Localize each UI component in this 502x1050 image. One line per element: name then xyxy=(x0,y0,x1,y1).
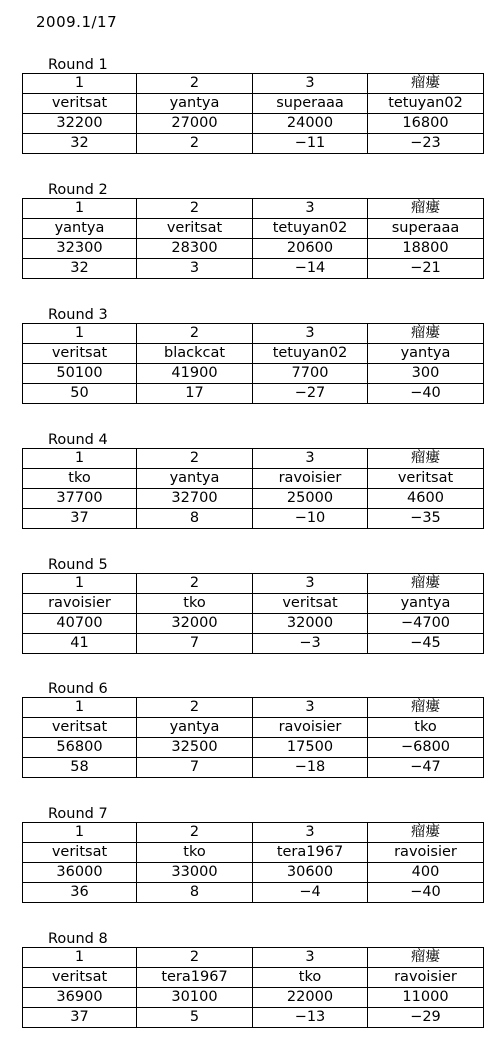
table-cell: −14 xyxy=(253,259,368,279)
table-cell: 3 xyxy=(253,74,368,94)
table-cell: 32000 xyxy=(137,614,253,634)
round-1-table xyxy=(22,73,484,154)
table-cell: veritsat xyxy=(368,469,484,489)
table-cell: 2 xyxy=(137,698,253,718)
round-label: Round 4 xyxy=(48,432,108,448)
table-cell: 8 xyxy=(137,883,253,903)
table-cell: 32 xyxy=(23,134,137,154)
table-cell: tera1967 xyxy=(253,843,368,863)
table-cell: 7 xyxy=(137,758,253,778)
table-cell: 32300 xyxy=(23,239,137,259)
table-cell: yantya xyxy=(137,469,253,489)
round-label: Round 2 xyxy=(48,182,108,198)
table-cell: 瘤瘻 xyxy=(368,698,484,718)
round-7-table xyxy=(22,822,484,903)
table-cell: 41 xyxy=(23,634,137,654)
table-cell: tetuyan02 xyxy=(368,94,484,114)
table-cell: ravoisier xyxy=(253,718,368,738)
table-cell: 2 xyxy=(137,574,253,594)
table-cell: 2 xyxy=(137,948,253,968)
table-cell: −4700 xyxy=(368,614,484,634)
round-8-table xyxy=(22,947,484,1028)
table-cell: veritsat xyxy=(253,594,368,614)
rank-header-row xyxy=(23,199,484,219)
score-row xyxy=(23,614,484,634)
table-cell: veritsat xyxy=(23,843,137,863)
rank-header-row xyxy=(23,324,484,344)
table-cell: 2 xyxy=(137,134,253,154)
points-row xyxy=(23,259,484,279)
round-label: Round 5 xyxy=(48,557,108,573)
table-cell: 1 xyxy=(23,449,137,469)
rank-header-row xyxy=(23,698,484,718)
table-cell: −6800 xyxy=(368,738,484,758)
table-cell: 58 xyxy=(23,758,137,778)
table-cell: 41900 xyxy=(137,364,253,384)
points-row xyxy=(23,384,484,404)
player-row xyxy=(23,344,484,364)
table-cell: tetuyan02 xyxy=(253,219,368,239)
table-cell: 瘤瘻 xyxy=(368,324,484,344)
table-cell: 37700 xyxy=(23,489,137,509)
rank-header-row xyxy=(23,74,484,94)
score-row xyxy=(23,114,484,134)
rank-header-row xyxy=(23,823,484,843)
table-cell: veritsat xyxy=(137,219,253,239)
table-cell: 33000 xyxy=(137,863,253,883)
player-row xyxy=(23,469,484,489)
points-row xyxy=(23,134,484,154)
table-cell: 2 xyxy=(137,449,253,469)
table-cell: 7 xyxy=(137,634,253,654)
table-cell: yantya xyxy=(137,94,253,114)
score-row xyxy=(23,738,484,758)
table-cell: 4600 xyxy=(368,489,484,509)
round-label: Round 1 xyxy=(48,57,108,73)
table-cell: 瘤瘻 xyxy=(368,74,484,94)
round-4-table xyxy=(22,448,484,529)
table-cell: 2 xyxy=(137,74,253,94)
table-cell: ravoisier xyxy=(253,469,368,489)
points-row xyxy=(23,509,484,529)
table-cell: 2 xyxy=(137,324,253,344)
table-cell: 3 xyxy=(137,259,253,279)
table-cell: ravoisier xyxy=(23,594,137,614)
table-cell: 瘤瘻 xyxy=(368,574,484,594)
score-row xyxy=(23,364,484,384)
table-cell: 8 xyxy=(137,509,253,529)
table-cell: 37 xyxy=(23,509,137,529)
player-row xyxy=(23,843,484,863)
table-cell: −23 xyxy=(368,134,484,154)
table-cell: −47 xyxy=(368,758,484,778)
table-cell: 18800 xyxy=(368,239,484,259)
table-cell: 瘤瘻 xyxy=(368,199,484,219)
table-cell: 3 xyxy=(253,199,368,219)
table-cell: yantya xyxy=(23,219,137,239)
table-cell: 300 xyxy=(368,364,484,384)
table-cell: 瘤瘻 xyxy=(368,948,484,968)
score-row xyxy=(23,239,484,259)
table-cell: 36000 xyxy=(23,863,137,883)
table-cell: 32700 xyxy=(137,489,253,509)
round-label: Round 6 xyxy=(48,681,108,697)
table-cell: tera1967 xyxy=(137,968,253,988)
table-cell: 36 xyxy=(23,883,137,903)
table-cell: 28300 xyxy=(137,239,253,259)
table-cell: 3 xyxy=(253,324,368,344)
table-cell: 17500 xyxy=(253,738,368,758)
table-cell: 1 xyxy=(23,74,137,94)
table-cell: veritsat xyxy=(23,718,137,738)
table-cell: −10 xyxy=(253,509,368,529)
table-cell: 11000 xyxy=(368,988,484,1008)
table-cell: 50 xyxy=(23,384,137,404)
table-cell: 3 xyxy=(253,698,368,718)
points-row xyxy=(23,1008,484,1028)
table-cell: 瘤瘻 xyxy=(368,449,484,469)
table-cell: 3 xyxy=(253,574,368,594)
table-cell: tko xyxy=(368,718,484,738)
table-cell: 1 xyxy=(23,574,137,594)
table-cell: tko xyxy=(23,469,137,489)
points-row xyxy=(23,883,484,903)
table-cell: 27000 xyxy=(137,114,253,134)
player-row xyxy=(23,718,484,738)
round-label: Round 3 xyxy=(48,307,108,323)
table-cell: tetuyan02 xyxy=(253,344,368,364)
table-cell: 1 xyxy=(23,199,137,219)
score-row xyxy=(23,988,484,1008)
table-cell: 32 xyxy=(23,259,137,279)
table-cell: blackcat xyxy=(137,344,253,364)
table-cell: −45 xyxy=(368,634,484,654)
points-row xyxy=(23,758,484,778)
table-cell: 3 xyxy=(253,948,368,968)
table-cell: 20600 xyxy=(253,239,368,259)
round-3-table xyxy=(22,323,484,404)
table-cell: −29 xyxy=(368,1008,484,1028)
table-cell: 16800 xyxy=(368,114,484,134)
table-cell: 17 xyxy=(137,384,253,404)
score-row xyxy=(23,489,484,509)
table-cell: tko xyxy=(253,968,368,988)
table-cell: tko xyxy=(137,594,253,614)
table-cell: −27 xyxy=(253,384,368,404)
rank-header-row xyxy=(23,449,484,469)
table-cell: 瘤瘻 xyxy=(368,823,484,843)
player-row xyxy=(23,219,484,239)
rank-header-row xyxy=(23,948,484,968)
table-cell: 7700 xyxy=(253,364,368,384)
table-cell: −40 xyxy=(368,384,484,404)
table-cell: 32200 xyxy=(23,114,137,134)
score-row xyxy=(23,863,484,883)
round-label: Round 7 xyxy=(48,806,108,822)
player-row xyxy=(23,968,484,988)
player-row xyxy=(23,94,484,114)
table-cell: 30100 xyxy=(137,988,253,1008)
table-cell: yantya xyxy=(137,718,253,738)
round-6-table xyxy=(22,697,484,778)
table-cell: 40700 xyxy=(23,614,137,634)
table-cell: ravoisier xyxy=(368,968,484,988)
table-cell: −13 xyxy=(253,1008,368,1028)
table-cell: ravoisier xyxy=(368,843,484,863)
table-cell: 5 xyxy=(137,1008,253,1028)
table-cell: superaaa xyxy=(253,94,368,114)
table-cell: 22000 xyxy=(253,988,368,1008)
table-cell: 1 xyxy=(23,698,137,718)
table-cell: 1 xyxy=(23,324,137,344)
table-cell: 1 xyxy=(23,823,137,843)
table-cell: −35 xyxy=(368,509,484,529)
table-cell: veritsat xyxy=(23,94,137,114)
round-label: Round 8 xyxy=(48,931,108,947)
table-cell: 3 xyxy=(253,823,368,843)
table-cell: 56800 xyxy=(23,738,137,758)
table-cell: yantya xyxy=(368,344,484,364)
table-cell: 24000 xyxy=(253,114,368,134)
table-cell: −18 xyxy=(253,758,368,778)
table-cell: 400 xyxy=(368,863,484,883)
rank-header-row xyxy=(23,574,484,594)
table-cell: −4 xyxy=(253,883,368,903)
table-cell: −21 xyxy=(368,259,484,279)
table-cell: 36900 xyxy=(23,988,137,1008)
table-cell: 32000 xyxy=(253,614,368,634)
player-row xyxy=(23,594,484,614)
table-cell: 2 xyxy=(137,199,253,219)
table-cell: 2 xyxy=(137,823,253,843)
table-cell: yantya xyxy=(368,594,484,614)
round-5-table xyxy=(22,573,484,654)
table-cell: 25000 xyxy=(253,489,368,509)
table-cell: 32500 xyxy=(137,738,253,758)
table-cell: 50100 xyxy=(23,364,137,384)
round-2-table xyxy=(22,198,484,279)
table-cell: tko xyxy=(137,843,253,863)
table-cell: 37 xyxy=(23,1008,137,1028)
table-cell: superaaa xyxy=(368,219,484,239)
table-cell: veritsat xyxy=(23,968,137,988)
table-cell: 1 xyxy=(23,948,137,968)
table-cell: 30600 xyxy=(253,863,368,883)
table-cell: −40 xyxy=(368,883,484,903)
table-cell: −3 xyxy=(253,634,368,654)
table-cell: veritsat xyxy=(23,344,137,364)
points-row xyxy=(23,634,484,654)
date-heading: 2009.1/17 xyxy=(36,13,118,31)
table-cell: −11 xyxy=(253,134,368,154)
table-cell: 3 xyxy=(253,449,368,469)
